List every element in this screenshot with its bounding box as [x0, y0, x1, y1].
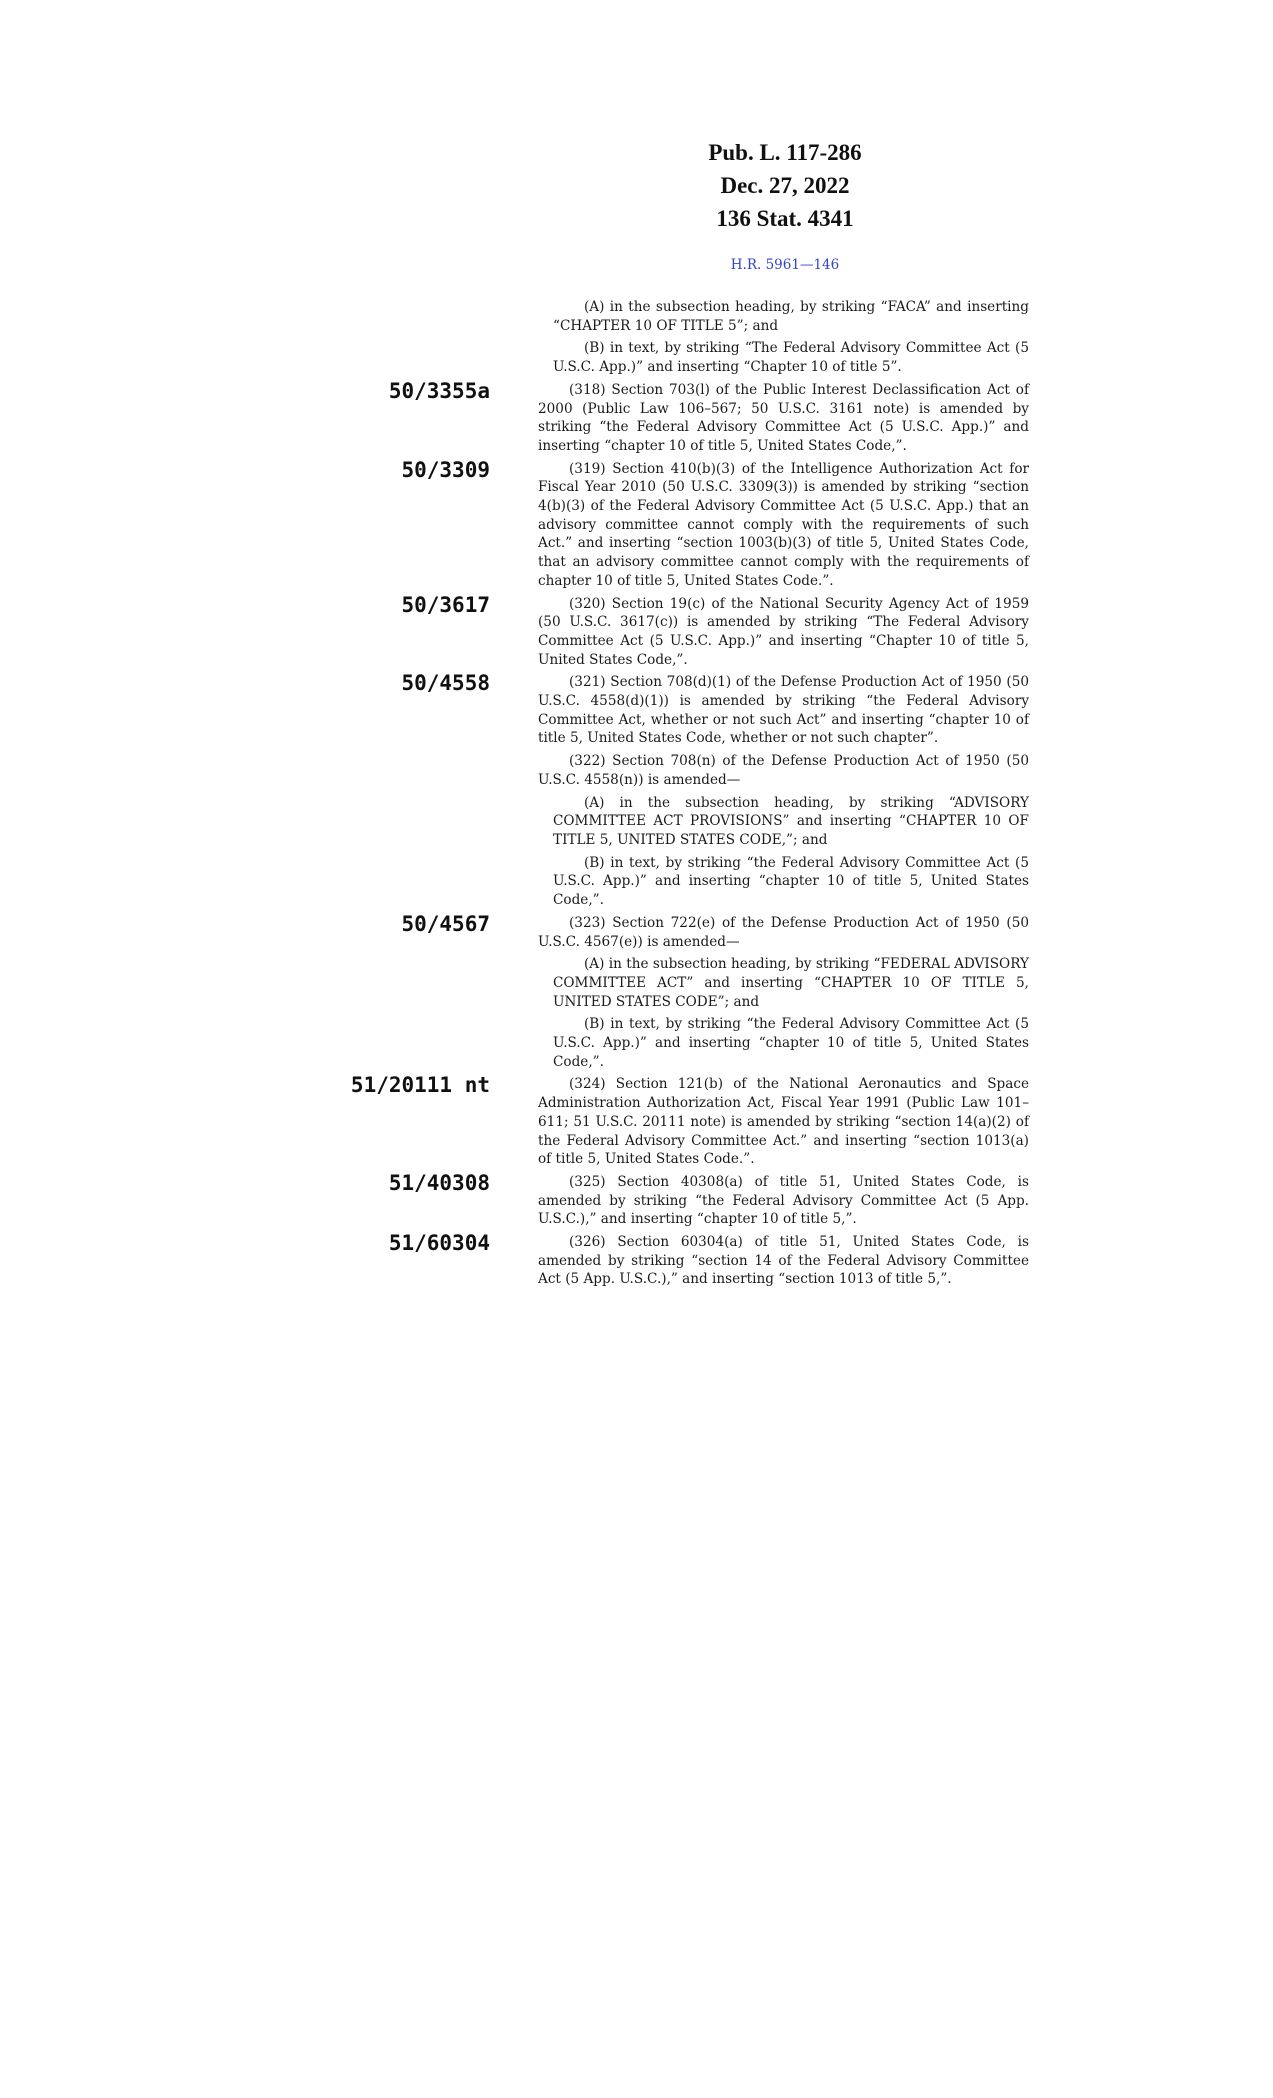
margin-citation: 51/60304	[388, 1231, 490, 1256]
margin-citation: 51/20111 nt	[350, 1073, 490, 1098]
margin-citation: 50/3617	[401, 592, 490, 617]
margin-citation: 50/4567	[401, 911, 490, 936]
paragraph-text: (323) Section 722(e) of the Defense Production Act of 1950 (50 U.S.C. 4567(e)) is amended—	[538, 914, 1029, 950]
paragraph-row	[0, 794, 1273, 850]
subparagraph-text: (B) in text, by striking “the Federal Advisory Committee Act (5 U.S.C. App.)” and inserting “chapter 10 of title 5, United States Code,”.	[553, 1016, 1029, 1070]
paragraph-text: (324) Section 121(b) of the National Aeronautics and Space Administration Authorization Act, Fiscal Year 1991 (Public Law 101–611; 51 U.S.C. 20111 note) is amended by striking “section 14(a)(2) of the Federal Advisory Committee Act.” and inserting “section 1013(a) of title 5, United States Code.”.	[538, 1076, 1029, 1168]
paragraph-row	[0, 298, 1273, 335]
subparagraph-text: (B) in text, by striking “the Federal Advisory Committee Act (5 U.S.C. App.)” and inserting “chapter 10 of title 5, United States Code,”.	[553, 854, 1029, 909]
paragraph-text: (319) Section 410(b)(3) of the Intelligence Authorization Act for Fiscal Year 2010 (50 U.S.C. 3309(3)) is amended by striking “section 4(b)(3) of the Federal Advisory Committee Act (5 U.S.C. App.) that an advisory committee cannot comply with the requirements of such Act.” and inserting “section 1003(b)(3) of title 5, United States Code, that an advisory committee cannot comply with the requirements of chapter 10 of title 5, United States Code.”.	[538, 460, 1029, 589]
paragraph-row	[0, 339, 1273, 376]
paragraph-row	[0, 1075, 1273, 1169]
paragraph-row	[0, 592, 1273, 670]
paragraph-row	[0, 911, 1273, 951]
paragraph-row	[0, 955, 1273, 1011]
paragraph-row	[0, 1170, 1273, 1229]
paragraph-row	[0, 1233, 1273, 1289]
paragraph-row	[0, 457, 1273, 591]
paragraph-row	[0, 1015, 1273, 1071]
paragraph-text: (321) Section 708(d)(1) of the Defense Production Act of 1950 (50 U.S.C. 4558(d)(1)) is amended by striking “the Federal Advisory Committee Act, whether or not such Act” and inserting “chapter 10 of title 5, United States Code, whether or not such chapter”.	[538, 674, 1029, 747]
paragraph-text: (322) Section 708(n) of the Defense Production Act of 1950 (50 U.S.C. 4558(n)) is amended—	[538, 753, 1029, 788]
margin-citation: 51/40308	[388, 1170, 490, 1195]
statute-page: 136 Stat. 4341	[716, 206, 854, 231]
paragraph-row	[0, 673, 1273, 748]
margin-citation: 50/3309	[401, 457, 490, 482]
paragraph-text: (326) Section 60304(a) of title 51, United States Code, is amended by striking “section 14 of the Federal Advisory Committee Act (5 App. U.S.C.),” and inserting “section 1013 of title 5,”.	[538, 1234, 1029, 1288]
subparagraph-text: (A) in the subsection heading, by striking “FEDERAL ADVISORY COMMITTEE ACT” and inserting “CHAPTER 10 OF TITLE 5, UNITED STATES CODE”; and	[553, 956, 1029, 1010]
enactment-date: Dec. 27, 2022	[720, 173, 850, 198]
paragraph-row	[0, 752, 1273, 789]
paragraph-text: (320) Section 19(c) of the National Security Agency Act of 1959 (50 U.S.C. 3617(c)) is amended by striking “The Federal Advisory Committee Act (5 U.S.C. App.)” and inserting “Chapter 10 of title 5, United States Code,”.	[538, 595, 1029, 668]
public-law-number: Pub. L. 117-286	[708, 140, 862, 165]
subparagraph-text: (A) in the subsection heading, by striking “ADVISORY COMMITTEE ACT PROVISIONS” and inserting “CHAPTER 10 OF TITLE 5, UNITED STATES CODE,”; and	[553, 794, 1029, 848]
margin-citation: 50/4558	[401, 671, 490, 696]
subparagraph-text: (A) in the subsection heading, by striking “FACA” and inserting “CHAPTER 10 OF TITLE 5”; and	[553, 299, 1029, 334]
subparagraph-text: (B) in text, by striking “The Federal Advisory Committee Act (5 U.S.C. App.)” and inserting “Chapter 10 of title 5”.	[553, 340, 1029, 376]
paragraph-text: (325) Section 40308(a) of title 51, United States Code, is amended by striking “the Federal Advisory Committee Act (5 App. U.S.C.),” and inserting “chapter 10 of title 5,”.	[538, 1173, 1029, 1228]
paragraph-row	[0, 378, 1273, 456]
paragraph-row	[0, 854, 1273, 910]
margin-citation: 50/3355a	[388, 378, 490, 403]
paragraph-text: (318) Section 703(l) of the Public Interest Declassification Act of 2000 (Public Law 106–567; 50 U.S.C. 3161 note) is amended by striking “the Federal Advisory Committee Act (5 U.S.C. App.)” and inserting “chapter 10 of title 5, United States Code,”.	[538, 381, 1029, 454]
bill-page-link[interactable]: H.R. 5961—146	[730, 257, 840, 273]
document-body	[0, 298, 1273, 1293]
